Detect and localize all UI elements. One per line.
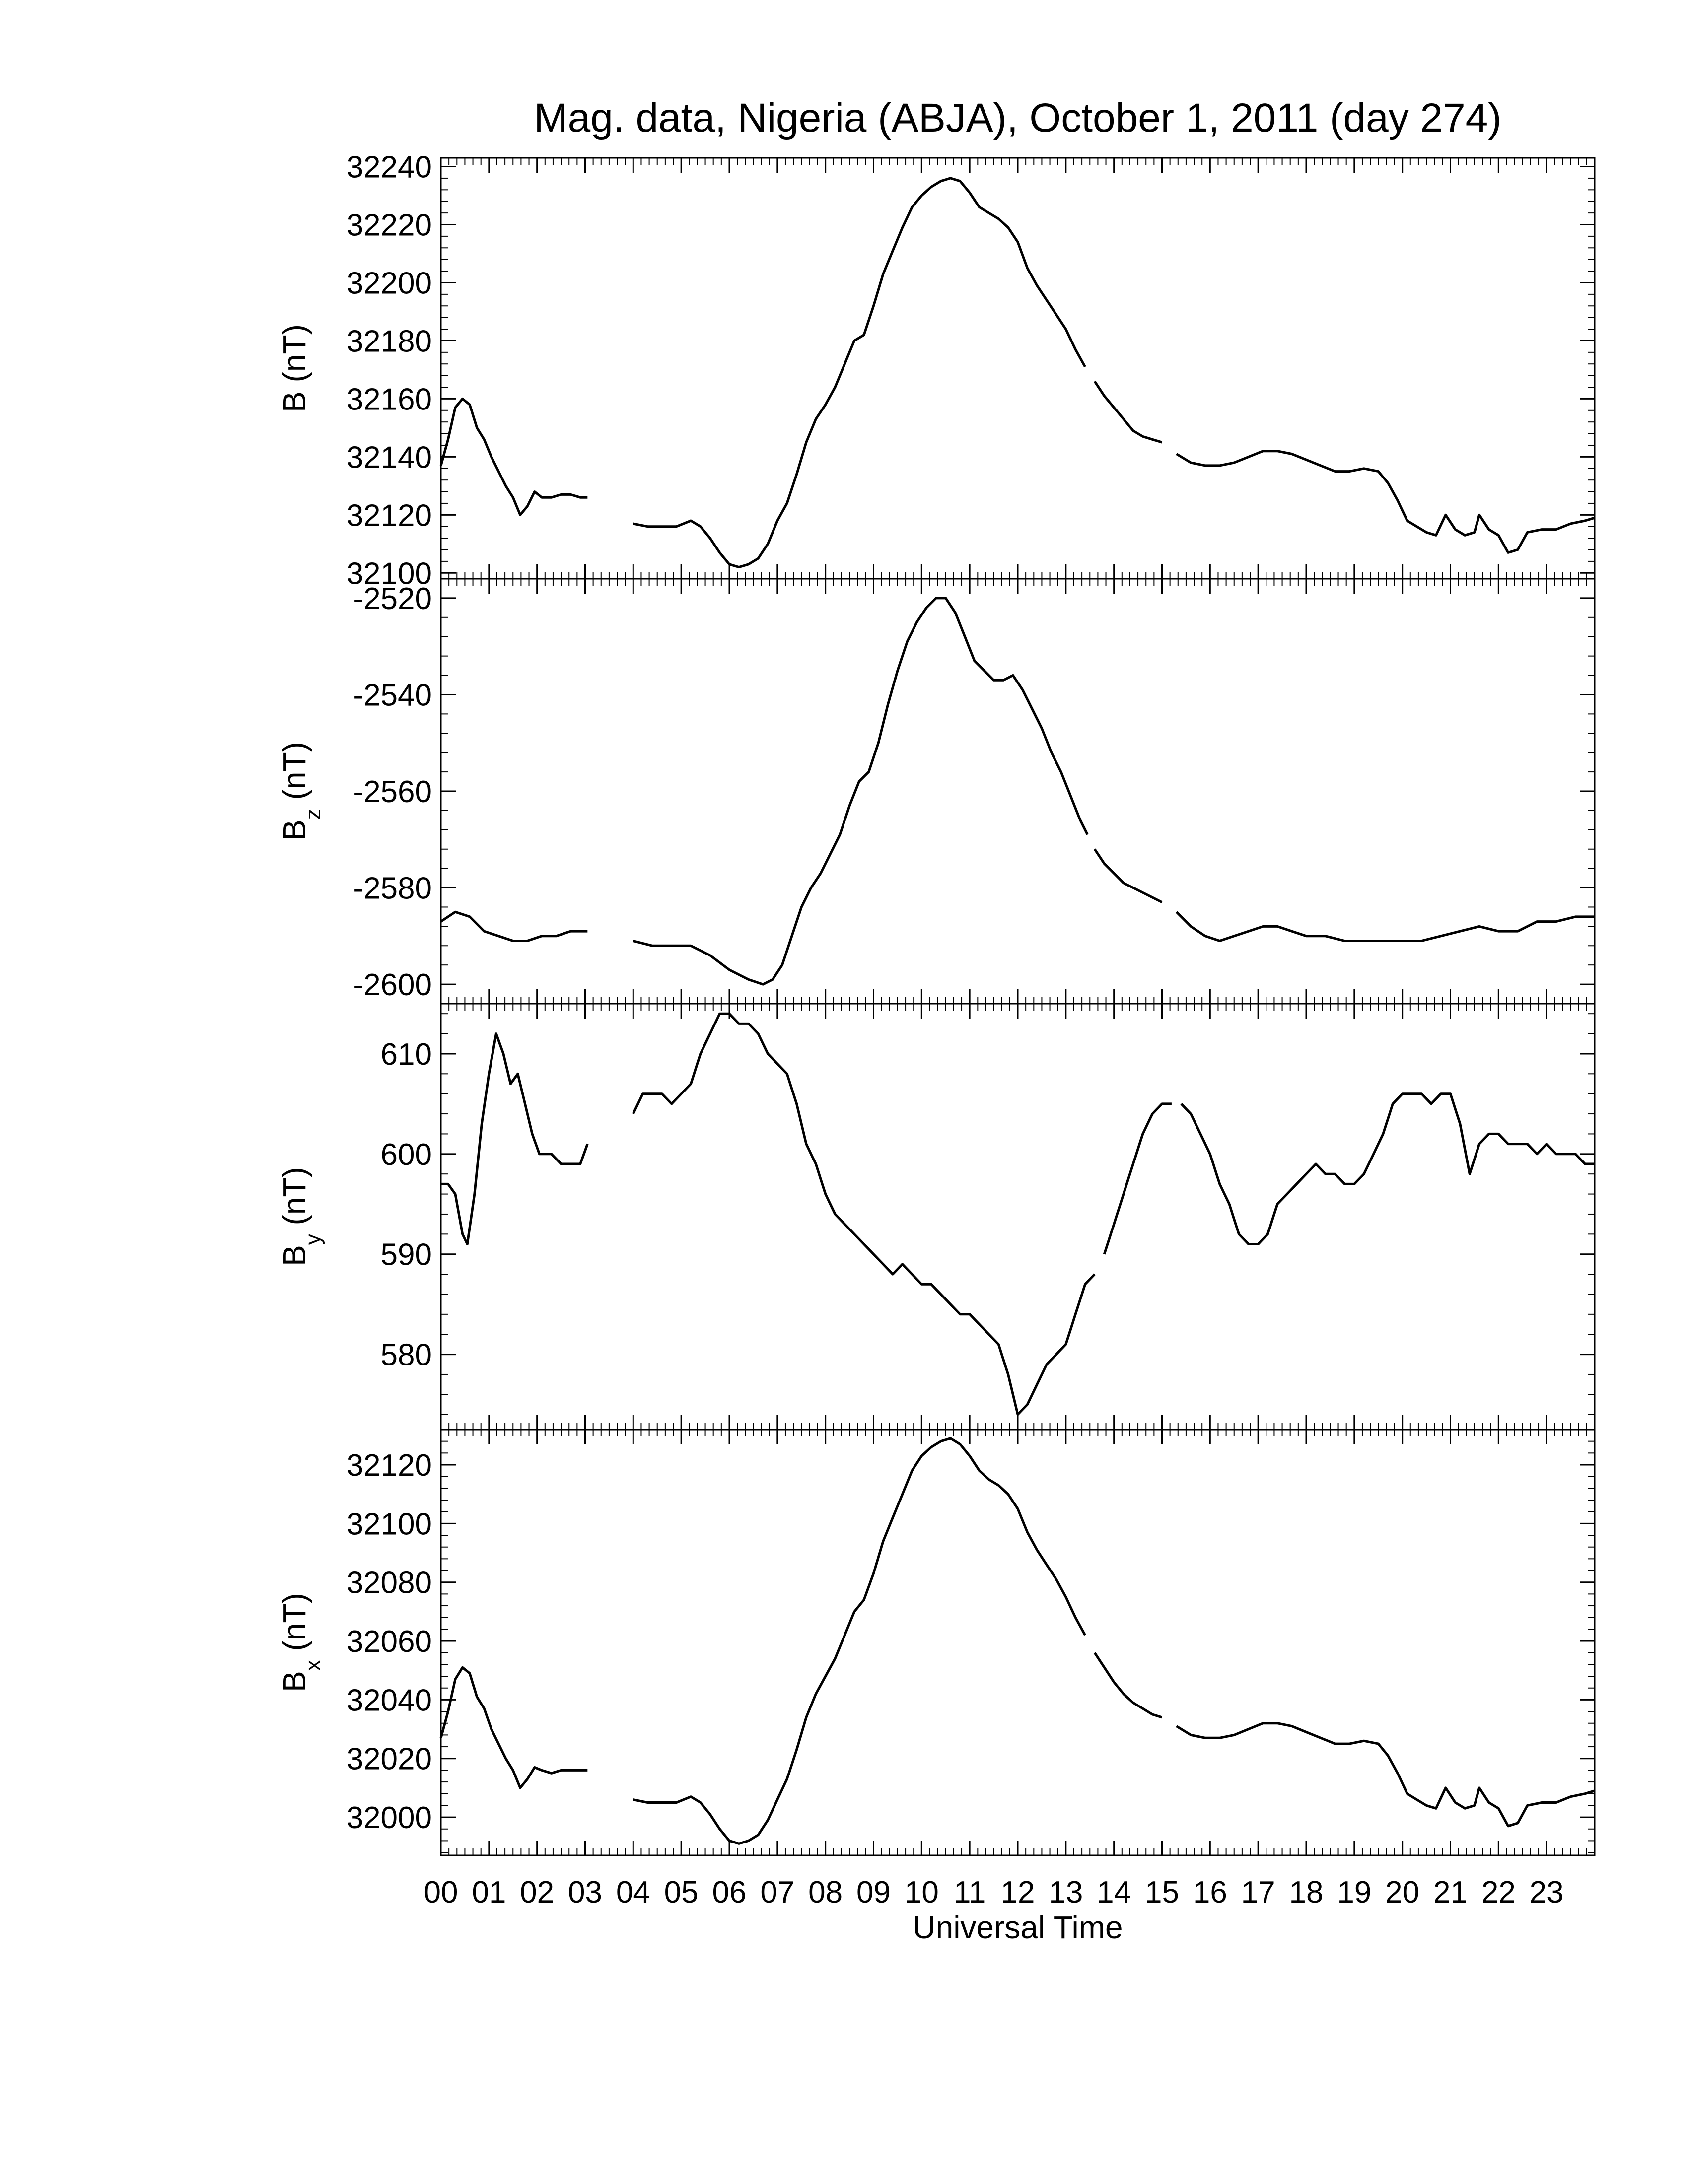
x-tick-label: 23 [1529, 1875, 1564, 1910]
chart-title: Mag. data, Nigeria (ABJA), October 1, 2011 (day 274) [534, 95, 1502, 140]
panel-by [277, 1004, 1595, 1430]
x-tick-label: 11 [953, 1875, 986, 1910]
series-by-line [441, 1034, 587, 1244]
x-tick-label: 05 [664, 1875, 699, 1910]
x-tick-label: 02 [520, 1875, 555, 1910]
series-bz-line [1095, 849, 1162, 902]
x-tick-label: 06 [712, 1875, 747, 1910]
y-tick-label: 32240 [346, 150, 432, 185]
series-b-line [1095, 381, 1162, 442]
x-tick-label: 08 [808, 1875, 843, 1910]
x-tick-label: 09 [856, 1875, 891, 1910]
x-tick-label: 15 [1145, 1875, 1179, 1910]
y-tick-label: 32060 [346, 1625, 432, 1659]
y-axis-label: B (nT) [277, 324, 312, 412]
series-bx-line [1095, 1653, 1162, 1717]
series-b-line [441, 399, 587, 515]
x-tick-label: 00 [423, 1875, 458, 1910]
x-tick-label: 04 [616, 1875, 650, 1910]
y-tick-label: 32080 [346, 1566, 432, 1600]
x-tick-label: 07 [760, 1875, 795, 1910]
panel-frame [441, 1430, 1595, 1855]
y-tick-label: 32020 [346, 1742, 432, 1776]
y-tick-label: 590 [380, 1237, 432, 1272]
series-bz-line [1177, 912, 1595, 941]
panel-frame [441, 158, 1595, 579]
x-tick-label: 17 [1241, 1875, 1275, 1910]
panel-bz [277, 579, 1595, 1004]
series-by-line [1181, 1094, 1595, 1244]
x-tick-label: 03 [568, 1875, 602, 1910]
series-bx-line [1177, 1723, 1595, 1826]
y-tick-label: -2540 [353, 678, 432, 713]
series-bx-line [441, 1667, 587, 1788]
y-axis-label: $B_x$ (nT) [277, 1593, 325, 1692]
y-axis-label: $B_z$ (nT) [277, 742, 325, 841]
y-tick-label: -2600 [353, 968, 432, 1003]
y-tick-label: -2520 [353, 581, 432, 616]
panel-b [277, 150, 1595, 591]
x-tick-label: 10 [904, 1875, 939, 1910]
x-tick-label: 16 [1193, 1875, 1227, 1910]
x-tick-label: 01 [472, 1875, 506, 1910]
y-tick-label: 32180 [346, 324, 432, 359]
y-tick-label: -2580 [353, 871, 432, 906]
y-tick-label: 32100 [346, 556, 432, 591]
y-tick-label: 580 [380, 1338, 432, 1372]
x-tick-label: 12 [1000, 1875, 1035, 1910]
x-tick-labels [424, 1875, 1564, 1910]
x-tick-label: 21 [1433, 1875, 1468, 1910]
panels [277, 150, 1595, 1855]
y-tick-label: 32220 [346, 208, 432, 243]
series-by-line [633, 1014, 1095, 1415]
x-tick-label: 22 [1481, 1875, 1516, 1910]
y-axis-label: $B_y$ (nT) [277, 1167, 325, 1266]
panel-bx [277, 1430, 1595, 1855]
y-tick-label: 610 [380, 1037, 432, 1072]
y-tick-label: 32040 [346, 1683, 432, 1718]
y-tick-label: 32120 [346, 1448, 432, 1483]
x-tick-label: 14 [1097, 1875, 1131, 1910]
y-tick-label: 32160 [346, 382, 432, 417]
series-b-line [633, 178, 1085, 567]
y-tick-label: -2560 [353, 775, 432, 809]
y-tick-label: 32200 [346, 266, 432, 301]
series-bz-line [441, 912, 587, 941]
x-tick-label: 13 [1049, 1875, 1083, 1910]
y-tick-label: 32100 [346, 1507, 432, 1542]
series-bx-line [633, 1438, 1085, 1844]
x-tick-label: 20 [1385, 1875, 1420, 1910]
y-tick-label: 32140 [346, 440, 432, 475]
x-axis-label: Universal Time [913, 1910, 1123, 1945]
series-bz-line [633, 598, 1087, 984]
series-b-line [1177, 451, 1595, 553]
y-tick-label: 32120 [346, 498, 432, 533]
y-tick-label: 32000 [346, 1801, 432, 1836]
panel-frame [441, 1004, 1595, 1430]
y-tick-label: 600 [380, 1137, 432, 1172]
x-tick-label: 19 [1337, 1875, 1372, 1910]
x-tick-label: 18 [1289, 1875, 1324, 1910]
series-by-line [1104, 1104, 1172, 1254]
